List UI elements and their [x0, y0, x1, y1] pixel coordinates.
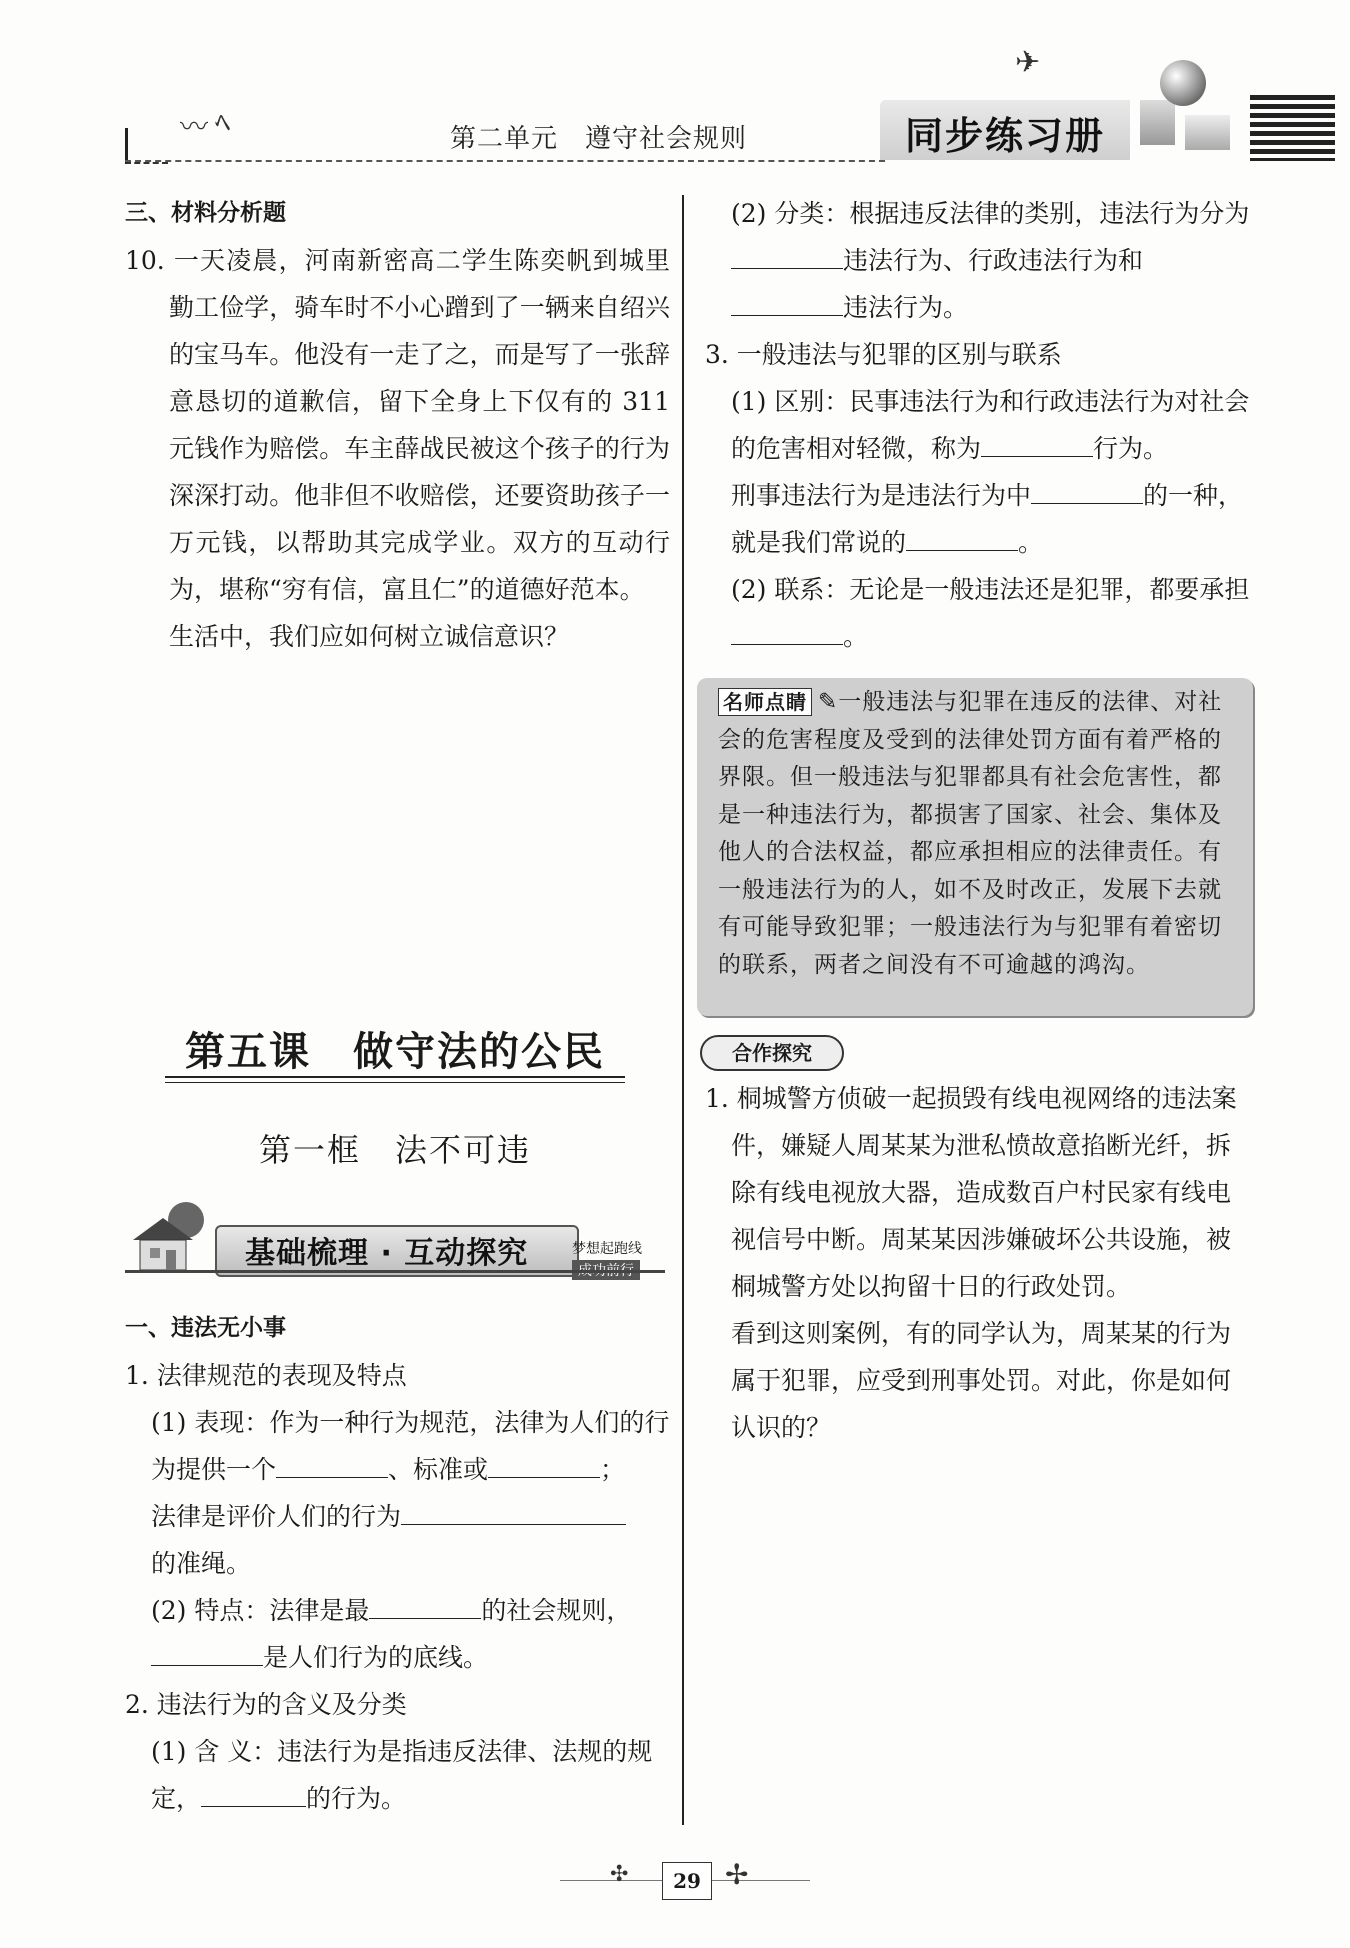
cooperation-questions: [705, 1075, 1250, 1451]
text: 行为。: [1093, 434, 1169, 463]
header-stripes: [1250, 95, 1335, 161]
header-corner-mark: [125, 128, 168, 164]
frame-title: 第一框 法不可违: [258, 1131, 531, 1169]
banner-subtitle: 梦想起跑线: [572, 1241, 642, 1257]
text: (1) 含 义：违法行为是指违反法律、法规的规定，: [151, 1737, 653, 1813]
text: (2) 联系：无论是一般违法还是犯罪，都要承担: [731, 575, 1250, 604]
answer-blank[interactable]: [731, 241, 843, 270]
coop-question-1-ask: 看到这则案例，有的同学认为，周某某的行为属于犯罪，应受到刑事处罚。对此，你是如何认识的？: [731, 1319, 1232, 1442]
banner-subtitle-tag: 成功前行: [572, 1260, 640, 1280]
column-divider: [682, 195, 684, 1825]
item-1-2: [125, 1587, 670, 1681]
item-2-2: [705, 190, 1250, 331]
tip-content: [718, 684, 1240, 984]
pinwheel-icon: ✢: [725, 1858, 749, 1891]
item-3-2: [705, 566, 1250, 660]
bird-icon: ﾍ: [215, 106, 230, 141]
pencil-icon: ✎: [818, 689, 839, 715]
answer-blank[interactable]: [981, 429, 1093, 458]
text: 。: [1018, 528, 1044, 557]
paper-plane-icon: ✈: [1015, 45, 1041, 80]
text: 违法行为、行政违法行为和: [843, 246, 1144, 275]
left-column-bottom: [125, 1305, 670, 1822]
cooperation-label: 合作探究: [700, 1035, 844, 1071]
section-heading: 一、违法无小事: [125, 1315, 286, 1341]
answer-blank[interactable]: [401, 1497, 626, 1526]
answer-blank[interactable]: [151, 1638, 263, 1667]
book-title: 同步练习册: [905, 113, 1106, 158]
item-heading: 1. 法律规范的表现及特点: [125, 1361, 407, 1390]
answer-blank[interactable]: [731, 288, 843, 317]
text: 违法行为。: [843, 293, 969, 322]
text: 的准绳。: [151, 1549, 252, 1578]
right-column: [705, 190, 1250, 660]
cube-decoration-icon: [1140, 100, 1175, 145]
text: 、标准或: [388, 1455, 489, 1484]
text: ；: [600, 1455, 626, 1484]
item-heading: 3. 一般违法与犯罪的区别与联系: [705, 340, 1062, 369]
answer-blank[interactable]: [276, 1450, 388, 1479]
text: 法律是评价人们的行为: [151, 1502, 402, 1531]
answer-blank[interactable]: [488, 1450, 600, 1479]
text: 的一种，就是我们常说的: [731, 481, 1244, 557]
item-2-1: [125, 1728, 670, 1822]
text: 的行为。: [306, 1784, 407, 1813]
text: 。: [843, 622, 869, 651]
section-heading: 三、材料分析题: [125, 200, 286, 226]
text: (2) 分类：根据违反法律的类别，违法行为分为: [731, 199, 1250, 228]
text: (1) 区别：民事违法行为和行政违法行为对社会的危害相对轻微，称为: [731, 387, 1250, 463]
answer-blank[interactable]: [1031, 476, 1143, 505]
banner-rule: [125, 1270, 665, 1273]
banner-title: 基础梳理 · 互动探究: [245, 1236, 529, 1271]
question-10: 10. 一天凌晨，河南新密高二学生陈奕帆到城里勤工俭学，骑车时不小心蹭到了一辆来自绍兴的宝马车。他没有一走了之，而是写了一张辞意恳切的道歉信，留下全身上下仅有的 311 元钱作为赔偿。车主薛战民被这个孩子的行为深深打动。他非但不收赔偿，还要资助孩子一万元钱，以帮助其完成学业。双方的互动行为，堪称“穷有信，富且仁”的道德好范本。: [125, 246, 670, 604]
text: (1) 表现：作为一种行为规范，法律为人们的行为提供一个: [151, 1408, 670, 1484]
text: 的社会规则，: [481, 1596, 632, 1625]
cube-decoration-icon: [1185, 115, 1230, 150]
question-10-ask: 生活中，我们应如何树立诚信意识？: [169, 622, 570, 651]
answer-blank[interactable]: [731, 617, 843, 646]
coop-question-1: 1. 桐城警方侦破一起损毁有线电视网络的违法案件，嫌疑人周某某为泄私愤故意掐断光纤，拆除有线电视放大器，造成数百户村民家有线电视信号中断。周某某因涉嫌破坏公共设施，被桐城警方处以拘留十日的行政处罚。: [705, 1084, 1237, 1301]
left-column-top: [125, 190, 670, 660]
globe-icon: [1160, 60, 1206, 106]
answer-blank[interactable]: [906, 523, 1018, 552]
tip-text: 一般违法与犯罪在违反的法律、对社会的危害程度及受到的法律处罚方面有着严格的界限。但一般违法与犯罪都具有社会危害性，都是一种违法行为，都损害了国家、社会、集体及他人的合法权益，都应承担相应的法律责任。有一般违法行为的人，如不及时改正，发展下去就有可能导致犯罪；一般违法行为与犯罪有着密切的联系，两者之间没有不可逾越的鸿沟。: [718, 689, 1223, 978]
lesson-title: 第五课 做守法的公民: [185, 1028, 605, 1075]
text: 刑事违法行为是违法行为中: [731, 481, 1032, 510]
item-heading: 2. 违法行为的含义及分类: [125, 1690, 407, 1719]
unit-title: 第二单元 遵守社会规则: [450, 124, 748, 154]
tip-tag: 名师点睛: [718, 688, 812, 716]
text: 是人们行为的底线。: [263, 1643, 489, 1672]
page-number: 29: [662, 1862, 712, 1900]
bird-icon: 〰: [180, 110, 209, 143]
answer-blank[interactable]: [201, 1779, 306, 1808]
text: (2) 特点：法律是最: [151, 1596, 370, 1625]
answer-blank[interactable]: [369, 1591, 481, 1620]
pinwheel-icon: ✣: [610, 1862, 629, 1887]
house-icon: [128, 1200, 208, 1275]
lesson-title-rule: [165, 1076, 625, 1083]
item-1-1: [125, 1399, 670, 1587]
item-3-1: [705, 378, 1250, 566]
header-rule: [125, 160, 885, 162]
